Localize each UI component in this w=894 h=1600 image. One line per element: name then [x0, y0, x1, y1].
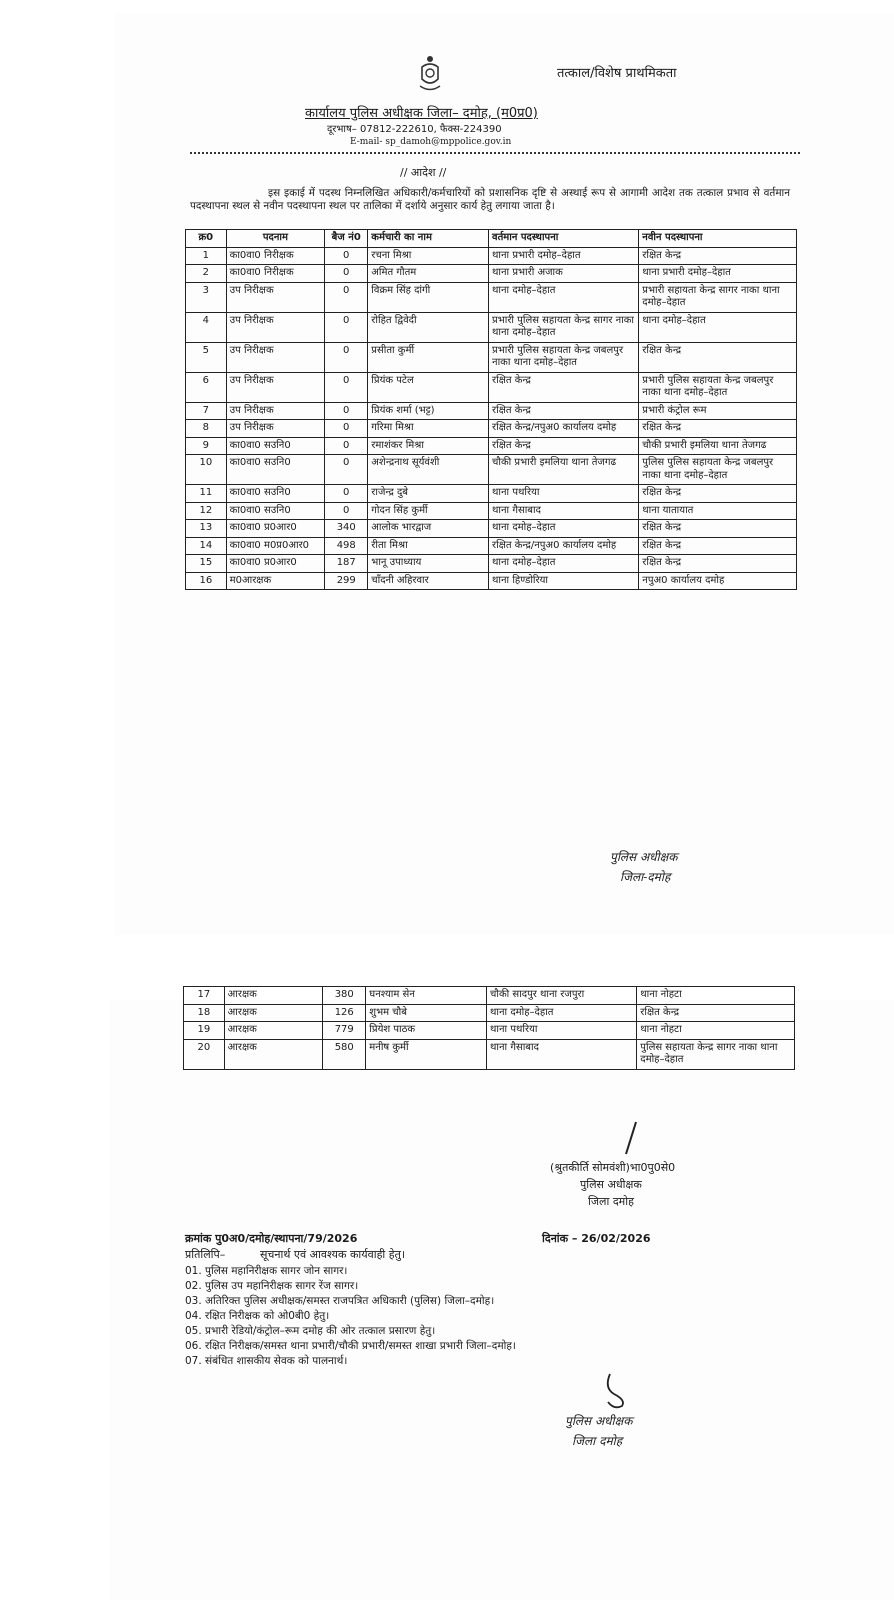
- recipient-item: 07. संबंधित शासकीय सेवक को पालनार्थ।: [185, 1355, 348, 1367]
- cell-new-posting: प्रभारी कंट्रोल रूम: [639, 402, 797, 420]
- cell-new-posting: पुलिस सहायता केन्द्र सागर नाका थाना दमोह–देहात: [637, 1039, 795, 1069]
- cell-badge: 0: [325, 265, 368, 283]
- signature-scribble-icon: [600, 1370, 640, 1410]
- cell-current-posting: रक्षित केन्द्र/नपुअ0 कार्यालय दमोह: [489, 537, 639, 555]
- signature-1-title: पुलिस अधीक्षक: [610, 850, 678, 864]
- cell-designation: आरक्षक: [224, 1039, 323, 1069]
- phone-line: दूरभाष– 07812-222610, फैक्स-224390: [327, 124, 502, 135]
- cell-designation: आरक्षक: [224, 987, 323, 1005]
- cell-badge: 580: [323, 1039, 366, 1069]
- signature-stroke-icon: [620, 1120, 640, 1156]
- table-row: [184, 987, 795, 1005]
- table-row: [186, 502, 797, 520]
- cell-current-posting: चौकी सादपुर थाना रजपुरा: [487, 987, 637, 1005]
- cell-employee-name: राजेन्द्र दुबे: [368, 485, 489, 503]
- cell-serial: 8: [186, 420, 227, 438]
- police-emblem-icon: [416, 53, 444, 93]
- signature-3-district: जिला दमोह: [572, 1434, 623, 1448]
- signatory-title: पुलिस अधीक्षक: [580, 1178, 642, 1191]
- table-row: [186, 555, 797, 573]
- cell-current-posting: थाना दमोह–देहात: [489, 520, 639, 538]
- cell-employee-name: प्रियेश पाठक: [366, 1022, 487, 1040]
- table-row: [186, 282, 797, 312]
- cell-current-posting: थाना दमोह–देहात: [487, 1004, 637, 1022]
- cell-employee-name: आलोक भारद्वाज: [368, 520, 489, 538]
- cell-serial: 12: [186, 502, 227, 520]
- recipient-item: 06. रक्षित निरीक्षक/समस्त थाना प्रभारी/चौकी प्रभारी/समस्त शाखा प्रभारी जिला–दमोह।: [185, 1340, 516, 1352]
- cell-badge: 0: [325, 402, 368, 420]
- cell-new-posting: रक्षित केन्द्र: [639, 342, 797, 372]
- cell-badge: 0: [325, 485, 368, 503]
- signature-1-district: जिला-दमोह: [620, 870, 671, 884]
- table-row: [186, 312, 797, 342]
- transfer-table-body: [186, 247, 797, 590]
- cell-designation: आरक्षक: [224, 1022, 323, 1040]
- table-row: [184, 1022, 795, 1040]
- cell-serial: 14: [186, 537, 227, 555]
- table-row: [186, 342, 797, 372]
- header-serial: क्र0: [186, 230, 227, 248]
- cell-employee-name: प्रसीता कुर्मी: [368, 342, 489, 372]
- table-row: [186, 265, 797, 283]
- table-row: [186, 455, 797, 485]
- cell-designation: उप निरीक्षक: [226, 420, 325, 438]
- office-title: कार्यालय पुलिस अधीक्षक जिला– दमोह, (म0प्र0): [305, 106, 538, 121]
- cell-employee-name: चाँदनी अहिरवार: [368, 572, 489, 590]
- cell-designation: का0वा0 निरीक्षक: [226, 265, 325, 283]
- recipient-item: 01. पुलिस महानिरीक्षक सागर जोन सागर।: [185, 1265, 348, 1277]
- cell-designation: का0वा0 प्र0आर0: [226, 555, 325, 573]
- cell-badge: 0: [325, 342, 368, 372]
- table-row: [186, 420, 797, 438]
- cell-serial: 20: [184, 1039, 225, 1069]
- cell-designation: का0वा0 सउनि0: [226, 502, 325, 520]
- cell-new-posting: रक्षित केन्द्र: [639, 420, 797, 438]
- cell-current-posting: रक्षित केन्द्र/नपुअ0 कार्यालय दमोह: [489, 420, 639, 438]
- cell-current-posting: चौकी प्रभारी इमलिया थाना तेजगढ: [489, 455, 639, 485]
- cell-current-posting: थाना गैसाबाद: [487, 1039, 637, 1069]
- cell-serial: 3: [186, 282, 227, 312]
- cell-badge: 0: [325, 247, 368, 265]
- cell-new-posting: थाना दमोह–देहात: [639, 312, 797, 342]
- cell-designation: उप निरीक्षक: [226, 282, 325, 312]
- cell-new-posting: रक्षित केन्द्र: [639, 485, 797, 503]
- cell-badge: 779: [323, 1022, 366, 1040]
- priority-label: तत्काल/विशेष प्राथमिकता: [557, 66, 677, 81]
- cell-employee-name: अमित गौतम: [368, 265, 489, 283]
- cell-new-posting: प्रभारी पुलिस सहायता केन्द्र जबलपुर नाका थाना दमोह–देहात: [639, 372, 797, 402]
- cell-designation: का0वा0 सउनि0: [226, 437, 325, 455]
- cell-designation: का0वा0 प्र0आर0: [226, 520, 325, 538]
- cell-current-posting: थाना पथरिया: [487, 1022, 637, 1040]
- header-badge: बैज नं0: [325, 230, 368, 248]
- cell-employee-name: रचना मिश्रा: [368, 247, 489, 265]
- cell-current-posting: थाना हिण्डोरिया: [489, 572, 639, 590]
- table-header-row: [186, 230, 797, 248]
- cell-employee-name: गरिमा मिश्रा: [368, 420, 489, 438]
- cell-designation: म0आरक्षक: [226, 572, 325, 590]
- cell-new-posting: थाना यातायात: [639, 502, 797, 520]
- table-row: [186, 537, 797, 555]
- document-page-2: [110, 989, 894, 1600]
- cell-designation: का0वा0 निरीक्षक: [226, 247, 325, 265]
- cell-employee-name: घनश्याम सेन: [366, 987, 487, 1005]
- cell-new-posting: रक्षित केन्द्र: [639, 520, 797, 538]
- cell-current-posting: प्रभारी पुलिस सहायता केन्द्र जबलपुर नाका थाना दमोह–देहात: [489, 342, 639, 372]
- cell-employee-name: शुभम चौबे: [366, 1004, 487, 1022]
- cell-serial: 16: [186, 572, 227, 590]
- cell-badge: 340: [325, 520, 368, 538]
- cell-employee-name: प्रियंक पटेल: [368, 372, 489, 402]
- cell-current-posting: थाना दमोह–देहात: [489, 555, 639, 573]
- cell-current-posting: थाना प्रभारी दमोह–देहात: [489, 247, 639, 265]
- cell-serial: 19: [184, 1022, 225, 1040]
- cell-designation: का0वा0 म0प्र0आर0: [226, 537, 325, 555]
- memo-number: क्रमांक पु0अ0/दमोह/स्थापना/79/2026: [185, 1232, 358, 1245]
- signatory-district: जिला दमोह: [588, 1195, 634, 1208]
- cell-new-posting: रक्षित केन्द्र: [639, 555, 797, 573]
- order-title: // आदेश //: [400, 166, 447, 179]
- cell-employee-name: अशेन्द्रनाथ सूर्यवंशी: [368, 455, 489, 485]
- cell-new-posting: पुलिस पुलिस सहायता केन्द्र जबलपुर नाका थाना दमोह–देहात: [639, 455, 797, 485]
- dotted-divider: [190, 152, 800, 154]
- cell-new-posting: थाना प्रभारी दमोह–देहात: [639, 265, 797, 283]
- cell-badge: 0: [325, 312, 368, 342]
- signatory-name: (श्रुतकीर्ति सोमवंशी)भा0पु0से0: [550, 1161, 676, 1174]
- cell-employee-name: प्रियंक शर्मा (भट्ट): [368, 402, 489, 420]
- cell-employee-name: मनीष कुर्मी: [366, 1039, 487, 1069]
- cell-serial: 15: [186, 555, 227, 573]
- cell-badge: 0: [325, 502, 368, 520]
- table-row: [186, 247, 797, 265]
- cell-designation: उप निरीक्षक: [226, 342, 325, 372]
- memo-date: दिनांक – 26/02/2026: [542, 1232, 651, 1245]
- cell-new-posting: थाना नोहटा: [637, 1022, 795, 1040]
- table-row: [186, 437, 797, 455]
- cell-badge: 0: [325, 372, 368, 402]
- cell-new-posting: प्रभारी सहायता केन्द्र सागर नाका थाना दमोह–देहात: [639, 282, 797, 312]
- table-row: [184, 1039, 795, 1069]
- cell-current-posting: थाना पथरिया: [489, 485, 639, 503]
- cell-designation: उप निरीक्षक: [226, 372, 325, 402]
- transfer-table-continued-body: [184, 987, 795, 1070]
- recipient-list: [185, 1264, 516, 1369]
- recipient-item: 04. रक्षित निरीक्षक को ओ0बी0 हेतु।: [185, 1310, 330, 1322]
- cell-serial: 11: [186, 485, 227, 503]
- recipient-item: 05. प्रभारी रेडियो/कंट्रोल–रूम दमोह की ओर तत्काल प्रसारण हेतु।: [185, 1325, 436, 1337]
- cell-serial: 2: [186, 265, 227, 283]
- cell-serial: 1: [186, 247, 227, 265]
- table-row: [186, 402, 797, 420]
- cell-designation: आरक्षक: [224, 1004, 323, 1022]
- cell-current-posting: रक्षित केन्द्र: [489, 402, 639, 420]
- cell-new-posting: नपुअ0 कार्यालय दमोह: [639, 572, 797, 590]
- cell-badge: 187: [325, 555, 368, 573]
- document-page-1: [115, 13, 894, 935]
- cell-serial: 4: [186, 312, 227, 342]
- cell-badge: 498: [325, 537, 368, 555]
- cell-new-posting: रक्षित केन्द्र: [639, 537, 797, 555]
- header-new-posting: नवीन पदस्थापना: [639, 230, 797, 248]
- cell-badge: 0: [325, 282, 368, 312]
- cell-designation: उप निरीक्षक: [226, 312, 325, 342]
- cell-current-posting: रक्षित केन्द्र: [489, 372, 639, 402]
- copy-label: प्रतिलिपि–: [185, 1248, 226, 1261]
- cell-serial: 5: [186, 342, 227, 372]
- order-intro: [190, 187, 790, 213]
- cell-serial: 10: [186, 455, 227, 485]
- table-row: [186, 520, 797, 538]
- cell-current-posting: थाना प्रभारी अजाक: [489, 265, 639, 283]
- cell-designation: का0वा0 सउनि0: [226, 485, 325, 503]
- email-line: E-mail- sp_damoh@mppolice.gov.in: [350, 137, 512, 147]
- cell-serial: 18: [184, 1004, 225, 1022]
- cell-designation: का0वा0 सउनि0: [226, 455, 325, 485]
- cell-new-posting: चौकी प्रभारी इमलिया थाना तेजगढ: [639, 437, 797, 455]
- cell-badge: 0: [325, 437, 368, 455]
- cell-new-posting: रक्षित केन्द्र: [637, 1004, 795, 1022]
- recipient-item: 02. पुलिस उप महानिरीक्षक सागर रेंज सागर।: [185, 1280, 359, 1292]
- cell-serial: 7: [186, 402, 227, 420]
- table-row: [186, 572, 797, 590]
- table-row: [184, 1004, 795, 1022]
- cell-employee-name: भानू उपाध्याय: [368, 555, 489, 573]
- copy-purpose: सूचनार्थ एवं आवश्यक कार्यवाही हेतु।: [260, 1248, 406, 1261]
- signature-3-title: पुलिस अधीक्षक: [565, 1414, 633, 1428]
- cell-serial: 9: [186, 437, 227, 455]
- order-intro-text: इस इकाई में पदस्थ निम्नलिखित अधिकारी/कर्मचारियों को प्रशासनिक दृष्टि से अस्थाई रूप से आगामी आदेश तक तत्काल प्रभाव से वर्तमान पदस्थापना स्थल से नवीन पदस्थापना स्थल पर तालिका में दर्शाये अनुसार कार्य हेतु लगाया जाता है।: [190, 187, 790, 212]
- cell-badge: 0: [325, 420, 368, 438]
- transfer-table-continued: [183, 986, 795, 1070]
- cell-new-posting: थाना नोहटा: [637, 987, 795, 1005]
- cell-badge: 299: [325, 572, 368, 590]
- table-row: [186, 372, 797, 402]
- cell-current-posting: प्रभारी पुलिस सहायता केन्द्र सागर नाका थाना दमोह–देहात: [489, 312, 639, 342]
- cell-current-posting: थाना दमोह–देहात: [489, 282, 639, 312]
- cell-current-posting: रक्षित केन्द्र: [489, 437, 639, 455]
- cell-serial: 13: [186, 520, 227, 538]
- cell-employee-name: गोदन सिंह कुर्मी: [368, 502, 489, 520]
- cell-employee-name: विक्रम सिंह दांगी: [368, 282, 489, 312]
- cell-serial: 6: [186, 372, 227, 402]
- cell-employee-name: रमाशंकर मिश्रा: [368, 437, 489, 455]
- cell-designation: उप निरीक्षक: [226, 402, 325, 420]
- header-employee-name: कर्मचारी का नाम: [368, 230, 489, 248]
- cell-employee-name: रीता मिश्रा: [368, 537, 489, 555]
- header-current-posting: वर्तमान पदस्थापना: [489, 230, 639, 248]
- transfer-table: [185, 229, 797, 590]
- cell-serial: 17: [184, 987, 225, 1005]
- cell-badge: 0: [325, 455, 368, 485]
- recipient-item: 03. अतिरिक्त पुलिस अधीक्षक/समस्त राजपत्रित अधिकारी (पुलिस) जिला–दमोह।: [185, 1295, 495, 1307]
- table-row: [186, 485, 797, 503]
- cell-badge: 380: [323, 987, 366, 1005]
- cell-current-posting: थाना गैसाबाद: [489, 502, 639, 520]
- header-designation: पदनाम: [226, 230, 325, 248]
- cell-badge: 126: [323, 1004, 366, 1022]
- cell-new-posting: रक्षित केन्द्र: [639, 247, 797, 265]
- cell-employee-name: रोहित द्विवेदी: [368, 312, 489, 342]
